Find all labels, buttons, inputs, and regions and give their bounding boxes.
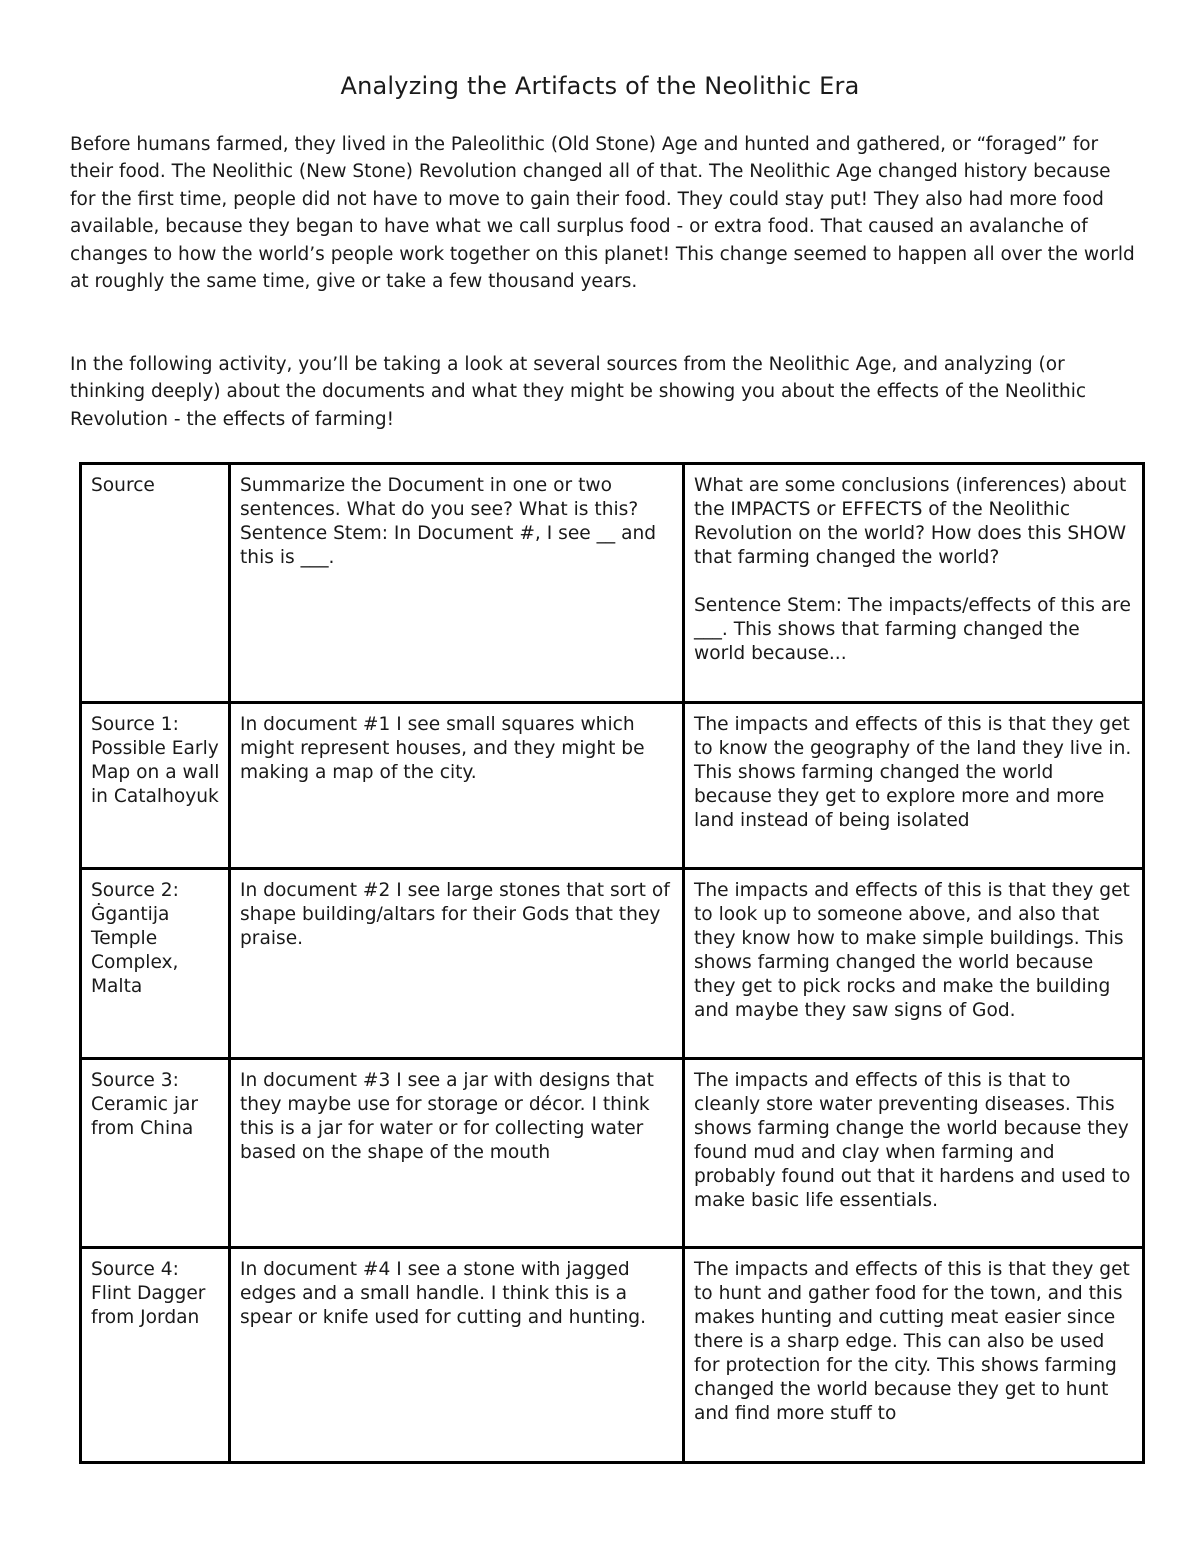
header-summarize-stem: Sentence Stem: In Document #, I see __ and this is ___. <box>240 523 657 568</box>
header-summarize-question: Summarize the Document in one or two sentences. What do you see? What is this? <box>240 475 639 520</box>
summary-cell[interactable]: In document #1 I see small squares which might represent houses, and they might be making a map of the city. <box>230 703 684 869</box>
header-source-label: Source <box>91 475 155 496</box>
table-header-row <box>81 464 1144 703</box>
source-analysis-table <box>79 462 1145 1464</box>
source-cell: Source 1: Possible Early Map on a wall in Catalhoyuk <box>81 703 230 869</box>
instructions-paragraph: In the following activity, you’ll be taking a look at several sources from the Neolithic Age, and analyzing (or thinking deeply) about the documents and what they might be showing you about the effects of the Neolithic Revolution - the effects of farming! <box>70 354 1087 430</box>
table-row <box>81 1059 1144 1248</box>
header-summarize <box>230 464 684 703</box>
summary-cell[interactable]: In document #2 I see large stones that sort of shape building/altars for their Gods that they praise. <box>230 869 684 1059</box>
summary-cell[interactable]: In document #4 I see a stone with jagged edges and a small handle. I think this is a spear or knife used for cutting and hunting. <box>230 1248 684 1463</box>
intro-paragraph: Before humans farmed, they lived in the Paleolithic (Old Stone) Age and hunted and gathered, or “foraged” for their food. The Neolithic (New Stone) Revolution changed all of that. The Neolithic Age changed history because for the first time, people did not have to move to gain their food. They could stay put! They also had more food available, because they began to have what we call surplus food - or extra food. That caused an avalanche of changes to how the world’s people work together on this planet! This change seemed to happen all over the world at roughly the same time, give or take a few thousand years. <box>70 134 1135 293</box>
conclusion-cell[interactable]: The impacts and effects of this is that they get to know the geography of the land they live in. This shows farming changed the world because they get to explore more and more land instead of being isolated <box>684 703 1144 869</box>
header-conclusions-stem: Sentence Stem: The impacts/effects of this are ___. This shows that farming changed the world because... <box>694 595 1131 664</box>
table-row <box>81 1248 1144 1463</box>
header-conclusions-question: What are some conclusions (inferences) about the IMPACTS or EFFECTS of the Neolithic Revolution on the world? How does this SHOW that farming changed the world? <box>694 475 1127 568</box>
header-source <box>81 464 230 703</box>
source-cell: Source 2: Ġgantija Temple Complex, Malta <box>81 869 230 1059</box>
source-cell: Source 4: Flint Dagger from Jordan <box>81 1248 230 1463</box>
header-conclusions <box>684 464 1144 703</box>
table-row <box>81 703 1144 869</box>
header-conclusions-spacer <box>694 570 1134 594</box>
conclusion-cell[interactable]: The impacts and effects of this is that they get to look up to someone above, and also that they know how to make simple buildings. This shows farming changed the world because they get to pick rocks and make the building and maybe they saw signs of God. <box>684 869 1144 1059</box>
conclusion-cell[interactable]: The impacts and effects of this is that to cleanly store water preventing diseases. This shows farming change the world because they found mud and clay when farming and probably found out that it hardens and used to make basic life essentials. <box>684 1059 1144 1248</box>
page-title: Analyzing the Artifacts of the Neolithic Era <box>340 72 860 100</box>
source-cell: Source 3: Ceramic jar from China <box>81 1059 230 1248</box>
summary-cell[interactable]: In document #3 I see a jar with designs that they maybe use for storage or décor. I think this is a jar for water or for collecting water based on the shape of the mouth <box>230 1059 684 1248</box>
table-row <box>81 869 1144 1059</box>
conclusion-cell[interactable]: The impacts and effects of this is that they get to hunt and gather food for the town, and this makes hunting and cutting meat easier since there is a sharp edge. This can also be used for protection for the city. This shows farming changed the world because they get to hunt and find more stuff to <box>684 1248 1144 1463</box>
